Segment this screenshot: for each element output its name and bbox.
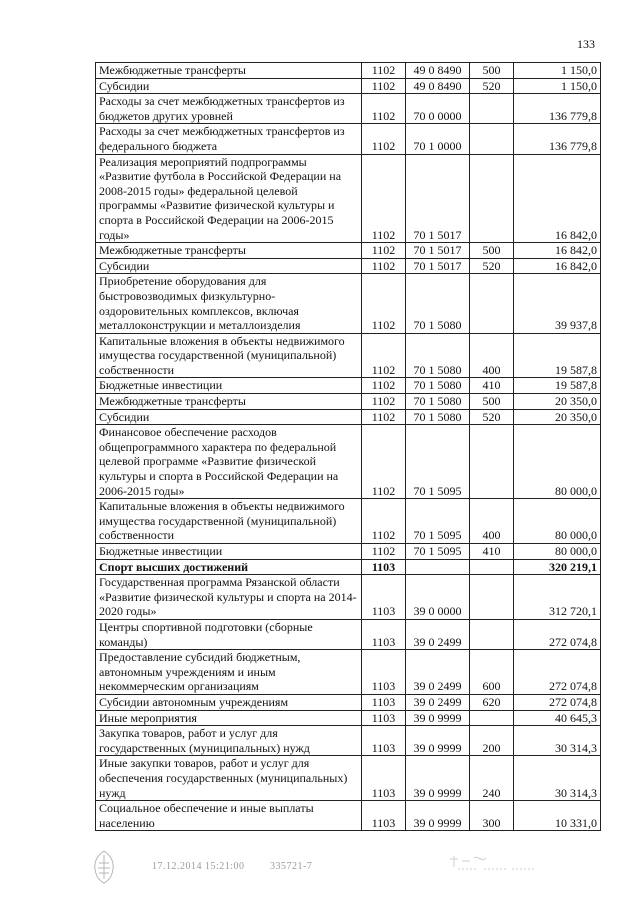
budget-table-body: [96, 63, 601, 831]
cell-name: Предоставление субсидий бюджетным, автономным учреждениям и иным некоммерческим организациям: [96, 650, 362, 695]
cell-expense-type: 240: [470, 756, 514, 801]
cell-amount: 16 842,0: [514, 258, 601, 274]
cell-name: Субсидии: [96, 78, 362, 94]
cell-expense-type: [470, 425, 514, 499]
footer-timestamp: 17.12.2014 15:21:00: [152, 861, 245, 872]
cell-target-article: 70 1 5080: [406, 274, 470, 333]
cell-name: Спорт высших достижений: [96, 559, 362, 575]
cell-amount: 80 000,0: [514, 425, 601, 499]
cell-expense-type: 500: [470, 394, 514, 410]
cell-target-article: 39 0 9999: [406, 756, 470, 801]
page-number: 133: [577, 37, 595, 51]
cell-target-article: 70 1 5095: [406, 425, 470, 499]
cell-target-article: 39 0 9999: [406, 801, 470, 831]
table-row: [96, 756, 601, 801]
cell-amount: 19 587,8: [514, 333, 601, 378]
table-row: [96, 559, 601, 575]
cell-section-code: 1102: [362, 333, 406, 378]
table-row: [96, 394, 601, 410]
cell-amount: 16 842,0: [514, 243, 601, 259]
cell-expense-type: 410: [470, 544, 514, 560]
cell-expense-type: 620: [470, 694, 514, 710]
table-row: [96, 575, 601, 620]
cell-amount: 30 314,3: [514, 756, 601, 801]
cell-section-code: 1102: [362, 78, 406, 94]
cell-target-article: 39 0 2499: [406, 619, 470, 649]
cell-target-article: 49 0 8490: [406, 63, 470, 79]
cell-name: Приобретение оборудования для быстровозводимых физкультурно-оздоровительных комплексов, включая металлоконструкции и металлоизделия: [96, 274, 362, 333]
cell-amount: 30 314,3: [514, 726, 601, 756]
cell-name: Расходы за счет межбюджетных трансфертов из федерального бюджета: [96, 124, 362, 154]
cell-name: Субсидии: [96, 409, 362, 425]
cell-expense-type: 520: [470, 409, 514, 425]
cell-expense-type: [470, 559, 514, 575]
cell-expense-type: 400: [470, 499, 514, 544]
cell-name: Социальное обеспечение и иные выплаты населению: [96, 801, 362, 831]
cell-section-code: 1103: [362, 801, 406, 831]
cell-amount: 16 842,0: [514, 154, 601, 243]
cell-expense-type: 300: [470, 801, 514, 831]
cell-amount: 10 331,0: [514, 801, 601, 831]
table-row: [96, 694, 601, 710]
cell-name: Бюджетные инвестиции: [96, 378, 362, 394]
cell-target-article: 70 1 5080: [406, 409, 470, 425]
cell-name: Межбюджетные трансферты: [96, 394, 362, 410]
cell-expense-type: 520: [470, 78, 514, 94]
cell-expense-type: [470, 124, 514, 154]
table-row: [96, 425, 601, 499]
table-row: [96, 63, 601, 79]
table-row: [96, 499, 601, 544]
cell-target-article: 70 1 5017: [406, 243, 470, 259]
cell-expense-type: [470, 575, 514, 620]
cell-amount: 136 779,8: [514, 124, 601, 154]
cell-target-article: 70 0 0000: [406, 94, 470, 124]
cell-expense-type: [470, 274, 514, 333]
cell-section-code: 1102: [362, 499, 406, 544]
cell-section-code: 1102: [362, 394, 406, 410]
table-row: [96, 710, 601, 726]
cell-section-code: 1103: [362, 710, 406, 726]
cell-expense-type: [470, 619, 514, 649]
cell-target-article: 39 0 2499: [406, 694, 470, 710]
budget-table: [95, 62, 601, 831]
table-row: [96, 378, 601, 394]
cell-amount: 80 000,0: [514, 544, 601, 560]
cell-section-code: 1102: [362, 154, 406, 243]
cell-name: Центры спортивной подготовки (сборные команды): [96, 619, 362, 649]
cell-expense-type: 200: [470, 726, 514, 756]
cell-amount: 40 645,3: [514, 710, 601, 726]
cell-name: Межбюджетные трансферты: [96, 243, 362, 259]
cell-target-article: 70 1 5080: [406, 333, 470, 378]
cell-name: Государственная программа Рязанской области «Развитие физической культуры и спорта на 2014-2020 годы»: [96, 575, 362, 620]
table-row: [96, 78, 601, 94]
cell-section-code: 1102: [362, 409, 406, 425]
footer: [90, 849, 610, 889]
cell-target-article: 70 1 5017: [406, 154, 470, 243]
cell-target-article: 70 1 5095: [406, 544, 470, 560]
cell-section-code: 1103: [362, 575, 406, 620]
cell-section-code: 1102: [362, 378, 406, 394]
cell-amount: 80 000,0: [514, 499, 601, 544]
cell-section-code: 1103: [362, 619, 406, 649]
cell-name: Бюджетные инвестиции: [96, 544, 362, 560]
cell-target-article: 70 1 5017: [406, 258, 470, 274]
cell-section-code: 1102: [362, 274, 406, 333]
cell-target-article: 39 0 9999: [406, 726, 470, 756]
table-row: [96, 274, 601, 333]
cell-section-code: 1103: [362, 559, 406, 575]
cell-section-code: 1103: [362, 726, 406, 756]
cell-target-article: 70 1 0000: [406, 124, 470, 154]
cell-name: Капитальные вложения в объекты недвижимого имущества государственной (муниципальной) собственности: [96, 333, 362, 378]
cell-target-article: 39 0 2499: [406, 650, 470, 695]
cell-name: Финансовое обеспечение расходов общепрограммного характера по федеральной целевой программе «Развитие физической культуры и спорта в Российской Федерации на 2006-2015 годы»: [96, 425, 362, 499]
cell-name: Субсидии автономным учреждениям: [96, 694, 362, 710]
cell-name: Капитальные вложения в объекты недвижимого имущества государственной (муниципальной) собственности: [96, 499, 362, 544]
cell-expense-type: 520: [470, 258, 514, 274]
cell-amount: 39 937,8: [514, 274, 601, 333]
footer-document-id: 335721-7: [270, 861, 313, 872]
cell-amount: 312 720,1: [514, 575, 601, 620]
cell-name: Иные закупки товаров, работ и услуг для обеспечения государственных (муниципальных) нужд: [96, 756, 362, 801]
cell-target-article: [406, 559, 470, 575]
cell-section-code: 1103: [362, 694, 406, 710]
cell-target-article: 70 1 5095: [406, 499, 470, 544]
cell-section-code: 1102: [362, 425, 406, 499]
cell-target-article: 70 1 5080: [406, 394, 470, 410]
cell-expense-type: 500: [470, 243, 514, 259]
table-row: [96, 333, 601, 378]
cell-section-code: 1102: [362, 258, 406, 274]
table-row: [96, 544, 601, 560]
table-row: [96, 94, 601, 124]
cell-amount: 136 779,8: [514, 94, 601, 124]
cell-expense-type: [470, 94, 514, 124]
cell-expense-type: 500: [470, 63, 514, 79]
cell-amount: 320 219,1: [514, 559, 601, 575]
cell-amount: 1 150,0: [514, 63, 601, 79]
cell-section-code: 1102: [362, 63, 406, 79]
cell-expense-type: 600: [470, 650, 514, 695]
cell-section-code: 1103: [362, 650, 406, 695]
table-row: [96, 243, 601, 259]
cell-name: Расходы за счет межбюджетных трансфертов из бюджетов других уровней: [96, 94, 362, 124]
cell-section-code: 1102: [362, 94, 406, 124]
cell-amount: 272 074,8: [514, 650, 601, 695]
table-row: [96, 801, 601, 831]
cell-name: Субсидии: [96, 258, 362, 274]
cell-expense-type: 410: [470, 378, 514, 394]
emblem-logo: [90, 849, 118, 885]
cell-name: Межбюджетные трансферты: [96, 63, 362, 79]
cell-section-code: 1102: [362, 544, 406, 560]
cell-amount: 1 150,0: [514, 78, 601, 94]
cell-name: Реализация мероприятий подпрограммы «Развитие футбола в Российской Федерации на 2008-2015 годы» федеральной целевой программы «Развитие физической культуры и спорта в Российской Федерации на 2006-2015 годы»: [96, 154, 362, 243]
table-row: [96, 124, 601, 154]
cell-expense-type: [470, 154, 514, 243]
cell-amount: 272 074,8: [514, 619, 601, 649]
cell-target-article: 39 0 0000: [406, 575, 470, 620]
cell-section-code: 1102: [362, 124, 406, 154]
cell-expense-type: [470, 710, 514, 726]
cell-target-article: 39 0 9999: [406, 710, 470, 726]
cell-expense-type: 400: [470, 333, 514, 378]
cell-amount: 20 350,0: [514, 409, 601, 425]
cell-amount: 20 350,0: [514, 394, 601, 410]
table-row: [96, 154, 601, 243]
cell-amount: 272 074,8: [514, 694, 601, 710]
cell-section-code: 1103: [362, 756, 406, 801]
cell-name: Закупка товаров, работ и услуг для государственных (муниципальных) нужд: [96, 726, 362, 756]
table-row: [96, 726, 601, 756]
cell-amount: 19 587,8: [514, 378, 601, 394]
cell-target-article: 49 0 8490: [406, 78, 470, 94]
table-row: [96, 619, 601, 649]
cell-section-code: 1102: [362, 243, 406, 259]
faint-stamp-mark: [448, 853, 540, 875]
cell-target-article: 70 1 5080: [406, 378, 470, 394]
cell-name: Иные мероприятия: [96, 710, 362, 726]
table-row: [96, 258, 601, 274]
table-row: [96, 650, 601, 695]
table-row: [96, 409, 601, 425]
